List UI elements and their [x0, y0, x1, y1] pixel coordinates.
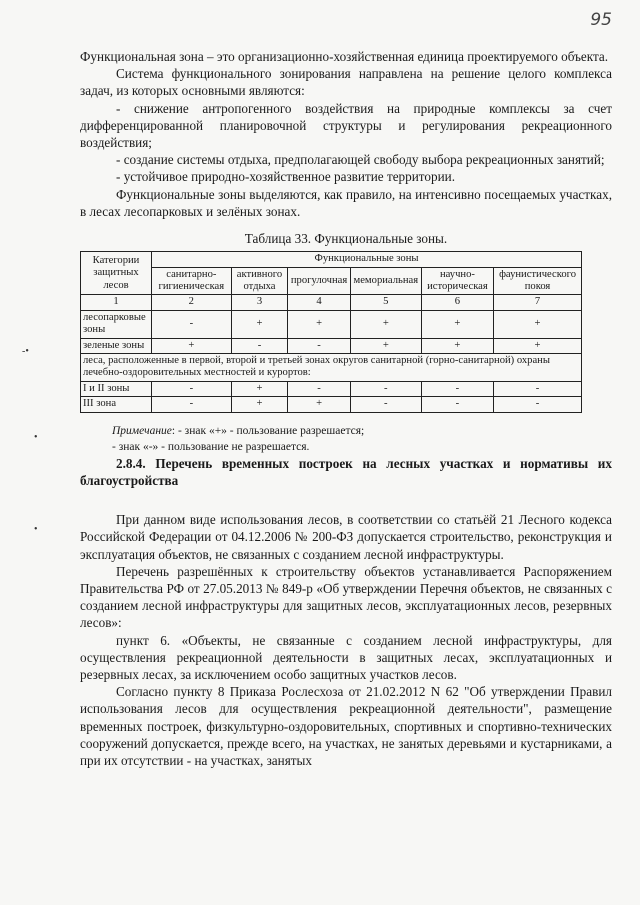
list-item: - создание системы отдыха, предполагающей свободу выбора рекреационных занятий; — [116, 152, 605, 168]
table-cell: - — [494, 397, 582, 412]
table-cell: + — [494, 310, 582, 338]
row-label: лесопарковые зоны — [81, 310, 152, 338]
column-header: активного отдыха — [231, 267, 288, 295]
header-group: Функциональные зоны — [152, 252, 582, 267]
column-number: 1 — [81, 295, 152, 310]
note-line: - знак «-» - пользование не разрешается. — [112, 440, 310, 453]
table-cell: + — [350, 310, 421, 338]
table-row — [81, 397, 582, 412]
table-cell: + — [231, 397, 288, 412]
table-cell: + — [350, 338, 421, 353]
section-heading: 2.8.4. Перечень временных построек на лесных участках и нормативы их благоустройства — [80, 455, 612, 488]
row-label: I и II зоны — [81, 381, 152, 396]
spanning-cell: леса, расположенные в первой, второй и третьей зонах округов санитарной (горно-санитарной) охраны лечебно-оздоровительных местностей и курортов: — [81, 354, 582, 382]
column-header: прогулочная — [288, 267, 351, 295]
column-number: 7 — [494, 295, 582, 310]
table-cell: - — [421, 381, 493, 396]
paragraph: Система функционального зонирования направлена на решение целого комплекса задач, из которых основными являются: — [80, 66, 612, 99]
table-row — [81, 381, 582, 396]
column-header: мемориальная — [350, 267, 421, 295]
table-cell: - — [152, 397, 232, 412]
page-number: 95 — [590, 10, 612, 30]
column-header: научно-историческая — [421, 267, 493, 295]
table-cell: + — [421, 310, 493, 338]
table-cell: - — [350, 397, 421, 412]
column-number: 5 — [350, 295, 421, 310]
table-row — [81, 338, 582, 353]
header-category: Категории защитных лесов — [81, 252, 152, 295]
row-label: III зона — [81, 397, 152, 412]
table-cell: - — [152, 310, 232, 338]
column-number: 4 — [288, 295, 351, 310]
table-cell: - — [152, 381, 232, 396]
margin-mark: -• — [22, 346, 29, 357]
number-row — [81, 295, 582, 310]
table-note — [112, 423, 612, 455]
table-cell: - — [421, 397, 493, 412]
table-cell: - — [494, 381, 582, 396]
table-cell: - — [288, 381, 351, 396]
functional-zones-table — [80, 251, 582, 412]
document-body — [80, 48, 612, 769]
column-header: фаунистического покоя — [494, 267, 582, 295]
table-caption: Таблица 33. Функциональные зоны. — [244, 231, 448, 247]
table-cell: + — [231, 310, 288, 338]
column-number: 3 — [231, 295, 288, 310]
paragraph: При данном виде использования лесов, в соответствии со статьёй 21 Лесного кодекса Российской Федерации от 04.12.2006 № 200-ФЗ допускается строительство, реконструкция и эксплуатация объектов, не связанных с созданием лесной инфраструктуры. — [80, 512, 612, 562]
column-number: 6 — [421, 295, 493, 310]
table-cell: + — [288, 310, 351, 338]
table-cell: + — [152, 338, 232, 353]
paragraph: Функциональная зона – это организационно-хозяйственная единица проектируемого объекта. — [80, 49, 609, 64]
table-cell: - — [288, 338, 351, 353]
note-label: Примечание — [112, 424, 172, 437]
row-label: зеленые зоны — [81, 338, 152, 353]
table-cell: - — [231, 338, 288, 353]
table-cell: - — [350, 381, 421, 396]
paragraph: Согласно пункту 8 Приказа Рослесхоза от 21.02.2012 N 62 "Об утверждении Правил использования лесов для осуществления рекреационной деятельности", размещение временных построек, физкультурно-оздоровительных, спортивных и спортивно-технических сооружений допускается, прежде всего, на участках, не занятых деревьями и кустарниками, а при их отсутствии - на участках, занятых — [80, 684, 612, 768]
table-row-spanning — [81, 354, 582, 382]
list-item: - устойчивое природно-хозяйственное развитие территории. — [116, 169, 455, 185]
table-cell: + — [494, 338, 582, 353]
margin-mark: • — [34, 524, 38, 535]
list-item: - снижение антропогенного воздействия на природные комплексы за счет дифференцированной планировочной структуры и регулирования рекреационного воздействия; — [80, 100, 612, 151]
note-line: : - знак «+» - пользование разрешается; — [171, 424, 365, 437]
paragraph: пункт 6. «Объекты, не связанные с созданием лесной инфраструктуры, для осуществления рекреационной деятельности в защитных лесах, эксплуатационных и резервных лесах, за исключением особо защитных участков лесов. — [80, 632, 612, 682]
paragraph: Перечень разрешённых к строительству объектов устанавливается Распоряжением Правительства РФ от 27.05.2013 № 849-р «Об утверждении Перечня объектов, не связанных с созданием лесной инфраструктуры для защитных лесов, эксплуатационных лесов, резервных лесов»: — [80, 563, 612, 631]
paragraph: Функциональные зоны выделяются, как правило, на интенсивно посещаемых участках, в лесах лесопарковых и зелёных зонах. — [80, 186, 612, 219]
table-cell: + — [421, 338, 493, 353]
column-header: санитарно-гигиеническая — [152, 267, 232, 295]
table-cell: + — [231, 381, 288, 396]
column-number: 2 — [152, 295, 232, 310]
table-cell: + — [288, 397, 351, 412]
table-row — [81, 310, 582, 338]
margin-mark: • — [34, 432, 38, 443]
